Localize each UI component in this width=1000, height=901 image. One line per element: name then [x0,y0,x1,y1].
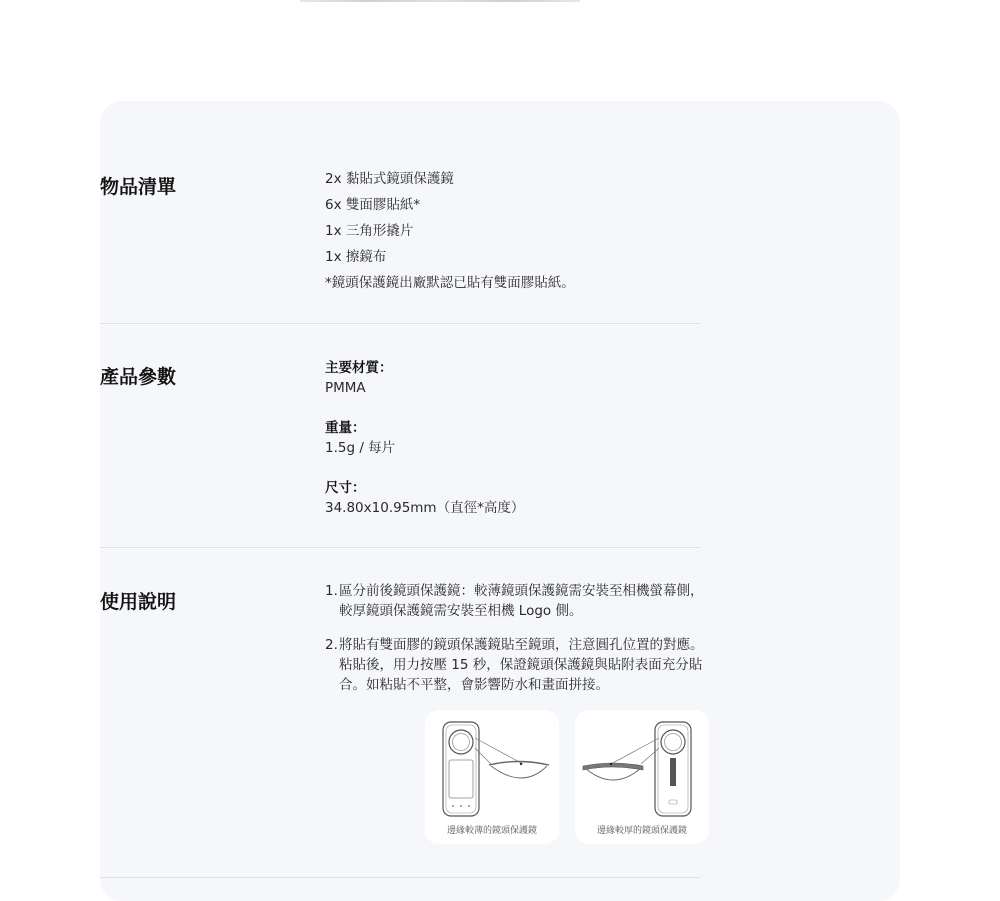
step-line: 粘貼後，用力按壓 15 秒，保證鏡頭保護鏡與貼附表面充分貼 [339,657,703,673]
top-image-strip [300,0,580,2]
step-line: 合。如粘貼不平整，會影響防水和畫面拼接。 [339,677,609,693]
usage-title: 使用說明 [100,591,177,613]
spec-value-weight: 1.5g / 每片 [325,440,396,456]
figure-thin-guard [425,710,559,844]
specs-list [325,358,705,538]
package-list [325,166,705,296]
package-item: 2x 黏貼式鏡頭保護鏡 [325,171,454,187]
usage-step [325,635,715,695]
package-item: 1x 擦鏡布 [325,249,387,265]
specs-title: 產品參數 [100,366,177,388]
step-line: 區分前後鏡頭保護鏡：較薄鏡頭保護鏡需安裝至相機螢幕側， [339,583,704,599]
step-text [339,581,715,621]
package-note: *鏡頭保護鏡出廠默認已貼有雙面膠貼紙。 [325,275,575,291]
package-title: 物品清單 [100,176,177,198]
spec-value-material: PMMA [325,380,366,396]
step-number: 1. [325,583,338,599]
step-line: 將貼有雙面膠的鏡頭保護鏡貼至鏡頭，注意圓孔位置的對應。 [339,637,704,653]
step-text [339,635,715,695]
spec-label-weight: 重量： [325,420,366,436]
figure-caption: 邊緣較薄的鏡頭保護鏡 [446,826,537,836]
figure-thick-guard [575,710,709,844]
spec-label-size: 尺寸： [325,480,366,496]
usage-step [325,581,715,621]
spec-value-size: 34.80x10.95mm（直徑*高度） [325,500,525,516]
spec-label-material: 主要材質： [325,360,393,376]
package-item: 1x 三角形撬片 [325,223,414,239]
step-line: 較厚鏡頭保護鏡需安裝至相機 Logo 側。 [339,603,583,619]
usage-steps [325,581,715,709]
package-item: 6x 雙面膠貼紙* [325,197,421,213]
divider [100,877,700,878]
figure-caption: 邊緣較厚的鏡頭保護鏡 [596,826,687,836]
step-number: 2. [325,637,338,653]
divider [100,323,700,324]
divider [100,547,700,548]
